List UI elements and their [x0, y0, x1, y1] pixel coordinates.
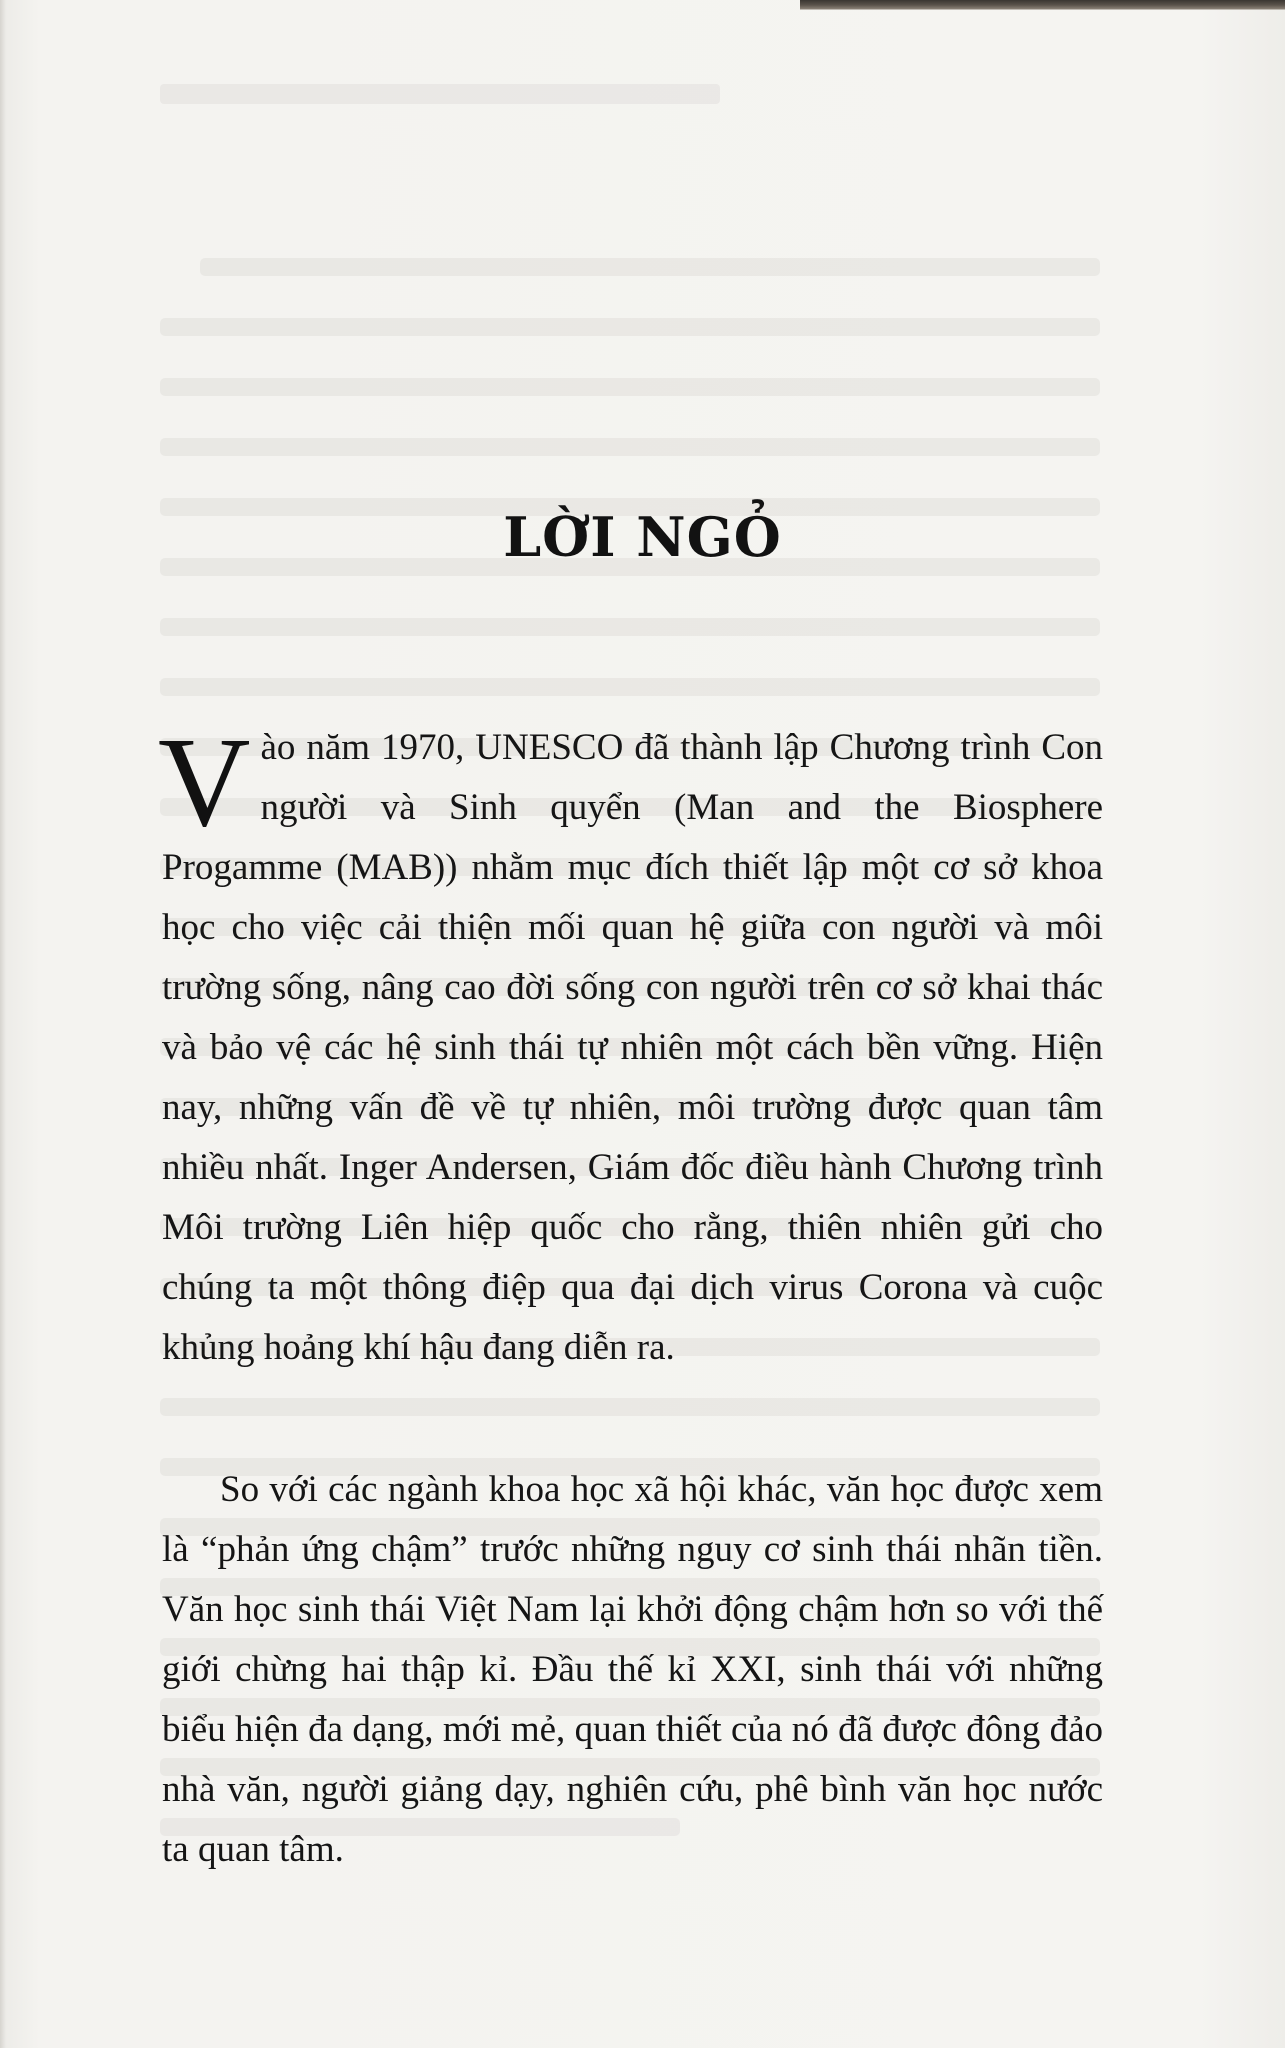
drop-cap: V [158, 711, 251, 853]
page-top-edge [800, 0, 1285, 10]
paragraph-1 [158, 711, 1103, 1378]
page-gutter-shadow [0, 0, 6, 2048]
paragraph-2 [162, 1460, 1103, 1880]
paragraph-1-text: ào năm 1970, UNESCO đã thành lập Chương trình Con người và Sinh quyển (Man and the Biosphere Progamme (MAB)) nhằm mục đích thiết lập một cơ sở khoa học cho việc cải thiện mối quan hệ giữa con người và môi trường sống, nâng cao đời sống con người trên cơ sở khai thác và bảo vệ các hệ sinh thái tự nhiên một cách bền vững. Hiện nay, những vấn đề về tự nhiên, môi trường được quan tâm nhiều nhất. Inger Andersen, Giám đốc điều hành Chương trình Môi trường Liên hiệp quốc cho rằng, thiên nhiên gửi cho chúng ta một thông điệp qua đại dịch virus Corona và cuộc khủng hoảng khí hậu đang diễn ra. [162, 727, 1103, 1368]
chapter-title: LỜI NGỎ [503, 505, 782, 569]
paragraph-2-text: So với các ngành khoa học xã hội khác, văn học được xem là “phản ứng chậm” trước những nguy cơ sinh thái nhãn tiền. Văn học sinh thái Việt Nam lại khởi động chậm hơn so với thế giới chừng hai thập kỉ. Đầu thế kỉ XXI, sinh thái với những biểu hiện đa dạng, mới mẻ, quan thiết của nó đã được đông đảo nhà văn, người giảng dạy, nghiên cứu, phê bình văn học nước ta quan tâm. [162, 1469, 1103, 1870]
